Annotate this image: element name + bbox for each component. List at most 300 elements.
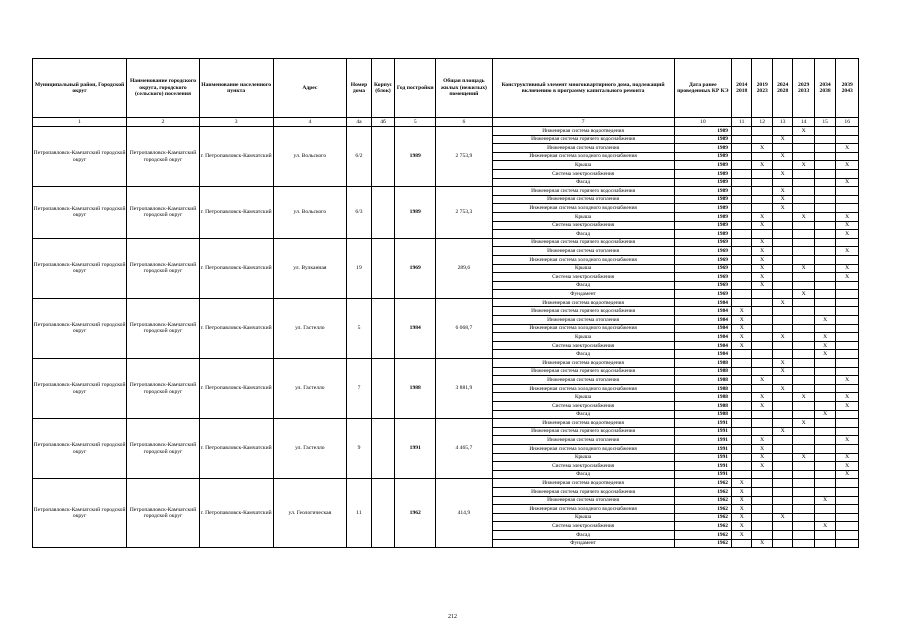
prior-repair-date-cell: 1989 <box>674 178 731 187</box>
prior-repair-date-cell: 1962 <box>674 522 731 531</box>
period-mark-cell: X <box>836 212 859 221</box>
period-mark-cell <box>752 384 772 393</box>
period-mark-cell <box>814 238 835 247</box>
element-name-cell: Система электроснабжения <box>492 341 674 350</box>
period-mark-cell <box>836 539 859 548</box>
period-mark-cell <box>793 230 814 239</box>
period-mark-cell <box>814 187 835 196</box>
prior-repair-date-cell: 1962 <box>674 479 731 488</box>
period-mark-cell <box>814 427 835 436</box>
capital-repair-table <box>32 58 859 548</box>
table-row <box>33 238 859 247</box>
prior-repair-date-cell: 1991 <box>674 462 731 471</box>
column-header: 2019 2023 <box>752 59 772 118</box>
element-name-cell: Инженерная система отопления <box>492 376 674 385</box>
prior-repair-date-cell: 1988 <box>674 410 731 419</box>
prior-repair-date-cell: 1991 <box>674 427 731 436</box>
area-cell: 2 753,3 <box>436 187 492 239</box>
street-cell: ул. Вольского <box>273 127 347 187</box>
prior-repair-date-cell: 1989 <box>674 187 731 196</box>
period-mark-cell: X <box>752 212 772 221</box>
period-mark-cell <box>793 350 814 359</box>
period-mark-cell <box>752 427 772 436</box>
period-mark-cell <box>732 410 752 419</box>
page-number: 212 <box>448 614 457 620</box>
period-mark-cell <box>752 324 772 333</box>
period-mark-cell <box>752 530 772 539</box>
district-cell: Петропавловск-Камчатский городской округ <box>33 238 127 298</box>
locality-cell: г. Петропавловск-Камчатский <box>199 419 273 479</box>
column-number: 12 <box>752 118 772 127</box>
period-mark-cell <box>793 341 814 350</box>
column-number: 7 <box>492 118 674 127</box>
period-mark-cell <box>752 367 772 376</box>
block-cell <box>371 359 395 419</box>
period-mark-cell <box>793 178 814 187</box>
period-mark-cell: X <box>732 307 752 316</box>
column-number: 16 <box>836 118 859 127</box>
period-mark-cell: X <box>836 273 859 282</box>
area-cell: 4 465,7 <box>436 419 492 479</box>
settlement-cell: Петропавловск-Камчатский городской округ <box>127 419 200 479</box>
period-mark-cell: X <box>772 384 792 393</box>
period-mark-cell <box>814 539 835 548</box>
building-group <box>33 419 859 479</box>
period-mark-cell: X <box>772 169 792 178</box>
period-mark-cell <box>732 419 752 428</box>
block-cell <box>371 298 395 358</box>
table-row <box>33 127 859 136</box>
period-mark-cell <box>772 539 792 548</box>
period-mark-cell <box>793 204 814 213</box>
period-mark-cell: X <box>836 178 859 187</box>
period-mark-cell <box>772 376 792 385</box>
period-mark-cell <box>752 470 772 479</box>
element-name-cell: Инженерная система холодного водоснабжения <box>492 152 674 161</box>
period-mark-cell: X <box>752 453 772 462</box>
period-mark-cell <box>772 470 792 479</box>
period-mark-cell <box>836 444 859 453</box>
period-mark-cell <box>752 487 772 496</box>
period-mark-cell <box>732 470 752 479</box>
period-mark-cell: X <box>836 402 859 411</box>
period-mark-cell <box>752 505 772 514</box>
period-mark-cell: X <box>814 410 835 419</box>
column-header: Муниципальный район, Городской округ <box>33 59 127 118</box>
period-mark-cell: X <box>814 522 835 531</box>
column-number: 11 <box>732 118 752 127</box>
period-mark-cell: X <box>772 195 792 204</box>
period-mark-cell: X <box>752 281 772 290</box>
period-mark-cell <box>814 487 835 496</box>
prior-repair-date-cell: 1988 <box>674 402 731 411</box>
period-mark-cell <box>732 436 752 445</box>
prior-repair-date-cell: 1969 <box>674 290 731 299</box>
period-mark-cell <box>793 367 814 376</box>
period-mark-cell <box>752 479 772 488</box>
period-mark-cell: X <box>772 187 792 196</box>
building-group <box>33 479 859 548</box>
element-name-cell: Инженерная система отопления <box>492 247 674 256</box>
column-number: 1 <box>33 118 127 127</box>
period-mark-cell: X <box>732 496 752 505</box>
prior-repair-date-cell: 1984 <box>674 341 731 350</box>
period-mark-cell <box>814 393 835 402</box>
district-cell: Петропавловск-Камчатский городской округ <box>33 298 127 358</box>
block-cell <box>371 187 395 239</box>
period-mark-cell <box>732 427 752 436</box>
period-mark-cell <box>772 436 792 445</box>
period-mark-cell <box>772 212 792 221</box>
period-mark-cell: X <box>732 530 752 539</box>
period-mark-cell <box>752 230 772 239</box>
prior-repair-date-cell: 1984 <box>674 333 731 342</box>
period-mark-cell <box>814 402 835 411</box>
period-mark-cell <box>772 316 792 325</box>
area-cell: 6 068,7 <box>436 298 492 358</box>
building-group <box>33 187 859 239</box>
period-mark-cell: X <box>752 273 772 282</box>
period-mark-cell <box>814 212 835 221</box>
settlement-cell: Петропавловск-Камчатский городской округ <box>127 127 200 187</box>
street-cell: ул. Геологическая <box>273 479 347 548</box>
period-mark-cell <box>793 539 814 548</box>
element-name-cell: Инженерная система горячего водоснабжения <box>492 135 674 144</box>
period-mark-cell <box>836 496 859 505</box>
prior-repair-date-cell: 1989 <box>674 161 731 170</box>
period-mark-cell <box>836 290 859 299</box>
column-number: 3 <box>199 118 273 127</box>
period-mark-cell: X <box>772 359 792 368</box>
period-mark-cell <box>772 393 792 402</box>
period-mark-cell <box>836 350 859 359</box>
period-mark-cell <box>814 169 835 178</box>
column-number: 4 <box>273 118 347 127</box>
period-mark-cell <box>814 462 835 471</box>
building-group <box>33 359 859 419</box>
period-mark-cell <box>732 273 752 282</box>
period-mark-cell <box>836 169 859 178</box>
house-number-cell: 5 <box>347 298 372 358</box>
period-mark-cell <box>793 402 814 411</box>
period-mark-cell <box>732 247 752 256</box>
prior-repair-date-cell: 1989 <box>674 212 731 221</box>
element-name-cell: Фасад <box>492 281 674 290</box>
period-mark-cell <box>772 410 792 419</box>
period-mark-cell: X <box>732 333 752 342</box>
period-mark-cell <box>732 204 752 213</box>
period-mark-cell <box>836 341 859 350</box>
block-cell <box>371 479 395 548</box>
period-mark-cell <box>793 316 814 325</box>
period-mark-cell <box>752 178 772 187</box>
period-mark-cell <box>793 384 814 393</box>
period-mark-cell: X <box>752 539 772 548</box>
period-mark-cell <box>772 307 792 316</box>
element-name-cell: Инженерная система отопления <box>492 144 674 153</box>
period-mark-cell <box>772 127 792 136</box>
column-header: 2014 2018 <box>732 59 752 118</box>
period-mark-cell: X <box>793 264 814 273</box>
period-mark-cell <box>732 187 752 196</box>
element-name-cell: Инженерная система горячего водоснабжения <box>492 187 674 196</box>
period-mark-cell <box>732 264 752 273</box>
period-mark-cell <box>793 238 814 247</box>
period-mark-cell: X <box>772 513 792 522</box>
period-mark-cell: X <box>752 247 772 256</box>
period-mark-cell <box>814 419 835 428</box>
locality-cell: г. Петропавловск-Камчатский <box>199 127 273 187</box>
period-mark-cell <box>793 187 814 196</box>
period-mark-cell <box>793 135 814 144</box>
period-mark-cell <box>752 333 772 342</box>
period-mark-cell <box>732 462 752 471</box>
period-mark-cell <box>836 359 859 368</box>
column-header: Общая площадь жилых (нежилых) помещений <box>436 59 492 118</box>
period-mark-cell: X <box>752 264 772 273</box>
period-mark-cell <box>772 264 792 273</box>
district-cell: Петропавловск-Камчатский городской округ <box>33 479 127 548</box>
period-mark-cell <box>752 359 772 368</box>
period-mark-cell <box>814 376 835 385</box>
period-mark-cell <box>814 307 835 316</box>
period-mark-cell <box>814 247 835 256</box>
period-mark-cell <box>814 273 835 282</box>
block-cell <box>371 419 395 479</box>
element-name-cell: Инженерная система горячего водоснабжения <box>492 427 674 436</box>
period-mark-cell: X <box>732 341 752 350</box>
period-mark-cell <box>732 230 752 239</box>
period-mark-cell <box>793 470 814 479</box>
element-name-cell: Инженерная система отопления <box>492 436 674 445</box>
period-mark-cell <box>814 384 835 393</box>
period-mark-cell <box>836 135 859 144</box>
period-mark-cell <box>772 402 792 411</box>
period-mark-cell <box>772 273 792 282</box>
prior-repair-date-cell: 1962 <box>674 487 731 496</box>
column-header: 2029 2033 <box>793 59 814 118</box>
period-mark-cell: X <box>836 436 859 445</box>
period-mark-cell <box>772 247 792 256</box>
period-mark-cell <box>772 161 792 170</box>
build-year-cell: 1988 <box>395 359 436 419</box>
period-mark-cell <box>732 376 752 385</box>
period-mark-cell <box>752 316 772 325</box>
area-cell: 3 881,9 <box>436 359 492 419</box>
period-mark-cell <box>836 505 859 514</box>
period-mark-cell <box>793 479 814 488</box>
prior-repair-date-cell: 1988 <box>674 384 731 393</box>
period-mark-cell <box>752 410 772 419</box>
element-name-cell: Инженерная система водоотведения <box>492 479 674 488</box>
element-name-cell: Фасад <box>492 530 674 539</box>
element-name-cell: Крыша <box>492 393 674 402</box>
element-name-cell: Инженерная система холодного водоснабжения <box>492 384 674 393</box>
element-name-cell: Система электроснабжения <box>492 221 674 230</box>
period-mark-cell <box>732 384 752 393</box>
element-name-cell: Инженерная система водоотведения <box>492 127 674 136</box>
element-name-cell: Фасад <box>492 410 674 419</box>
district-cell: Петропавловск-Камчатский городской округ <box>33 127 127 187</box>
element-name-cell: Крыша <box>492 513 674 522</box>
period-mark-cell <box>732 221 752 230</box>
period-mark-cell <box>814 204 835 213</box>
prior-repair-date-cell: 1962 <box>674 505 731 514</box>
period-mark-cell <box>772 462 792 471</box>
period-mark-cell <box>732 255 752 264</box>
period-mark-cell <box>793 281 814 290</box>
area-cell: 2 753,9 <box>436 127 492 187</box>
settlement-cell: Петропавловск-Камчатский городской округ <box>127 479 200 548</box>
period-mark-cell <box>793 376 814 385</box>
period-mark-cell <box>732 402 752 411</box>
period-mark-cell <box>836 522 859 531</box>
prior-repair-date-cell: 1984 <box>674 324 731 333</box>
period-mark-cell <box>752 341 772 350</box>
column-header: Номер дома <box>347 59 372 118</box>
element-name-cell: Система электроснабжения <box>492 522 674 531</box>
period-mark-cell <box>836 127 859 136</box>
period-mark-cell: X <box>752 238 772 247</box>
prior-repair-date-cell: 1988 <box>674 393 731 402</box>
prior-repair-date-cell: 1991 <box>674 453 731 462</box>
table-row <box>33 479 859 488</box>
period-mark-cell <box>836 333 859 342</box>
locality-cell: г. Петропавловск-Камчатский <box>199 238 273 298</box>
period-mark-cell <box>814 195 835 204</box>
period-mark-cell: X <box>732 324 752 333</box>
period-mark-cell <box>814 530 835 539</box>
period-mark-cell <box>793 462 814 471</box>
prior-repair-date-cell: 1989 <box>674 204 731 213</box>
period-mark-cell <box>836 316 859 325</box>
period-mark-cell: X <box>752 462 772 471</box>
period-mark-cell: X <box>752 444 772 453</box>
period-mark-cell: X <box>752 402 772 411</box>
element-name-cell: Фасад <box>492 350 674 359</box>
locality-cell: г. Петропавловск-Камчатский <box>199 479 273 548</box>
prior-repair-date-cell: 1988 <box>674 376 731 385</box>
prior-repair-date-cell: 1984 <box>674 350 731 359</box>
period-mark-cell <box>752 350 772 359</box>
period-mark-cell <box>732 367 752 376</box>
period-mark-cell <box>772 324 792 333</box>
period-mark-cell: X <box>752 144 772 153</box>
period-mark-cell <box>772 238 792 247</box>
period-mark-cell <box>836 513 859 522</box>
period-mark-cell <box>772 419 792 428</box>
period-mark-cell <box>752 204 772 213</box>
period-mark-cell <box>793 436 814 445</box>
period-mark-cell <box>793 324 814 333</box>
period-mark-cell: X <box>836 230 859 239</box>
period-mark-cell <box>732 195 752 204</box>
period-mark-cell <box>752 419 772 428</box>
period-mark-cell <box>836 255 859 264</box>
period-mark-cell: X <box>752 436 772 445</box>
period-mark-cell <box>772 530 792 539</box>
period-mark-cell <box>752 513 772 522</box>
period-mark-cell: X <box>836 264 859 273</box>
element-name-cell: Система электроснабжения <box>492 462 674 471</box>
period-mark-cell <box>732 178 752 187</box>
column-number: 2 <box>127 118 200 127</box>
element-name-cell: Инженерная система отопления <box>492 496 674 505</box>
street-cell: ул. Вольского <box>273 187 347 239</box>
period-mark-cell <box>793 427 814 436</box>
period-mark-cell: X <box>772 204 792 213</box>
period-mark-cell <box>814 290 835 299</box>
period-mark-cell <box>772 178 792 187</box>
period-mark-cell <box>836 384 859 393</box>
prior-repair-date-cell: 1984 <box>674 316 731 325</box>
build-year-cell: 1991 <box>395 419 436 479</box>
district-cell: Петропавловск-Камчатский городской округ <box>33 359 127 419</box>
prior-repair-date-cell: 1991 <box>674 470 731 479</box>
period-mark-cell: X <box>836 247 859 256</box>
period-mark-cell: X <box>752 221 772 230</box>
build-year-cell: 1989 <box>395 187 436 239</box>
settlement-cell: Петропавловск-Камчатский городской округ <box>127 298 200 358</box>
street-cell: ул. Гастелло <box>273 359 347 419</box>
period-mark-cell <box>836 152 859 161</box>
period-mark-cell: X <box>732 316 752 325</box>
column-number: 4а <box>347 118 372 127</box>
house-number-cell: 6/3 <box>347 187 372 239</box>
period-mark-cell <box>814 505 835 514</box>
period-mark-cell <box>836 187 859 196</box>
period-mark-cell <box>772 281 792 290</box>
element-name-cell: Крыша <box>492 161 674 170</box>
period-mark-cell <box>732 539 752 548</box>
period-mark-cell <box>793 169 814 178</box>
period-mark-cell <box>814 298 835 307</box>
column-header: Конструктивный элемент многоквартирного дома, подлежащий включению в программу капитального ремонта <box>492 59 674 118</box>
period-mark-cell: X <box>793 161 814 170</box>
period-mark-cell <box>814 161 835 170</box>
period-mark-cell <box>814 367 835 376</box>
period-mark-cell <box>814 230 835 239</box>
element-name-cell: Фасад <box>492 178 674 187</box>
period-mark-cell <box>732 152 752 161</box>
prior-repair-date-cell: 1984 <box>674 307 731 316</box>
period-mark-cell <box>752 169 772 178</box>
table-row <box>33 298 859 307</box>
period-mark-cell <box>814 255 835 264</box>
table-row <box>33 359 859 368</box>
period-mark-cell <box>793 487 814 496</box>
period-mark-cell <box>732 350 752 359</box>
period-mark-cell <box>836 530 859 539</box>
period-mark-cell <box>814 453 835 462</box>
period-mark-cell <box>814 470 835 479</box>
period-mark-cell: X <box>836 144 859 153</box>
period-mark-cell <box>793 247 814 256</box>
element-name-cell: Фундамент <box>492 290 674 299</box>
period-mark-cell <box>772 444 792 453</box>
period-mark-cell <box>752 307 772 316</box>
period-mark-cell <box>732 135 752 144</box>
period-mark-cell: X <box>772 333 792 342</box>
period-mark-cell: X <box>752 376 772 385</box>
block-cell <box>371 238 395 298</box>
period-mark-cell <box>732 359 752 368</box>
element-name-cell: Фасад <box>492 230 674 239</box>
street-cell: ул. Гастелло <box>273 419 347 479</box>
period-mark-cell <box>793 513 814 522</box>
period-mark-cell <box>836 298 859 307</box>
period-mark-cell <box>814 264 835 273</box>
